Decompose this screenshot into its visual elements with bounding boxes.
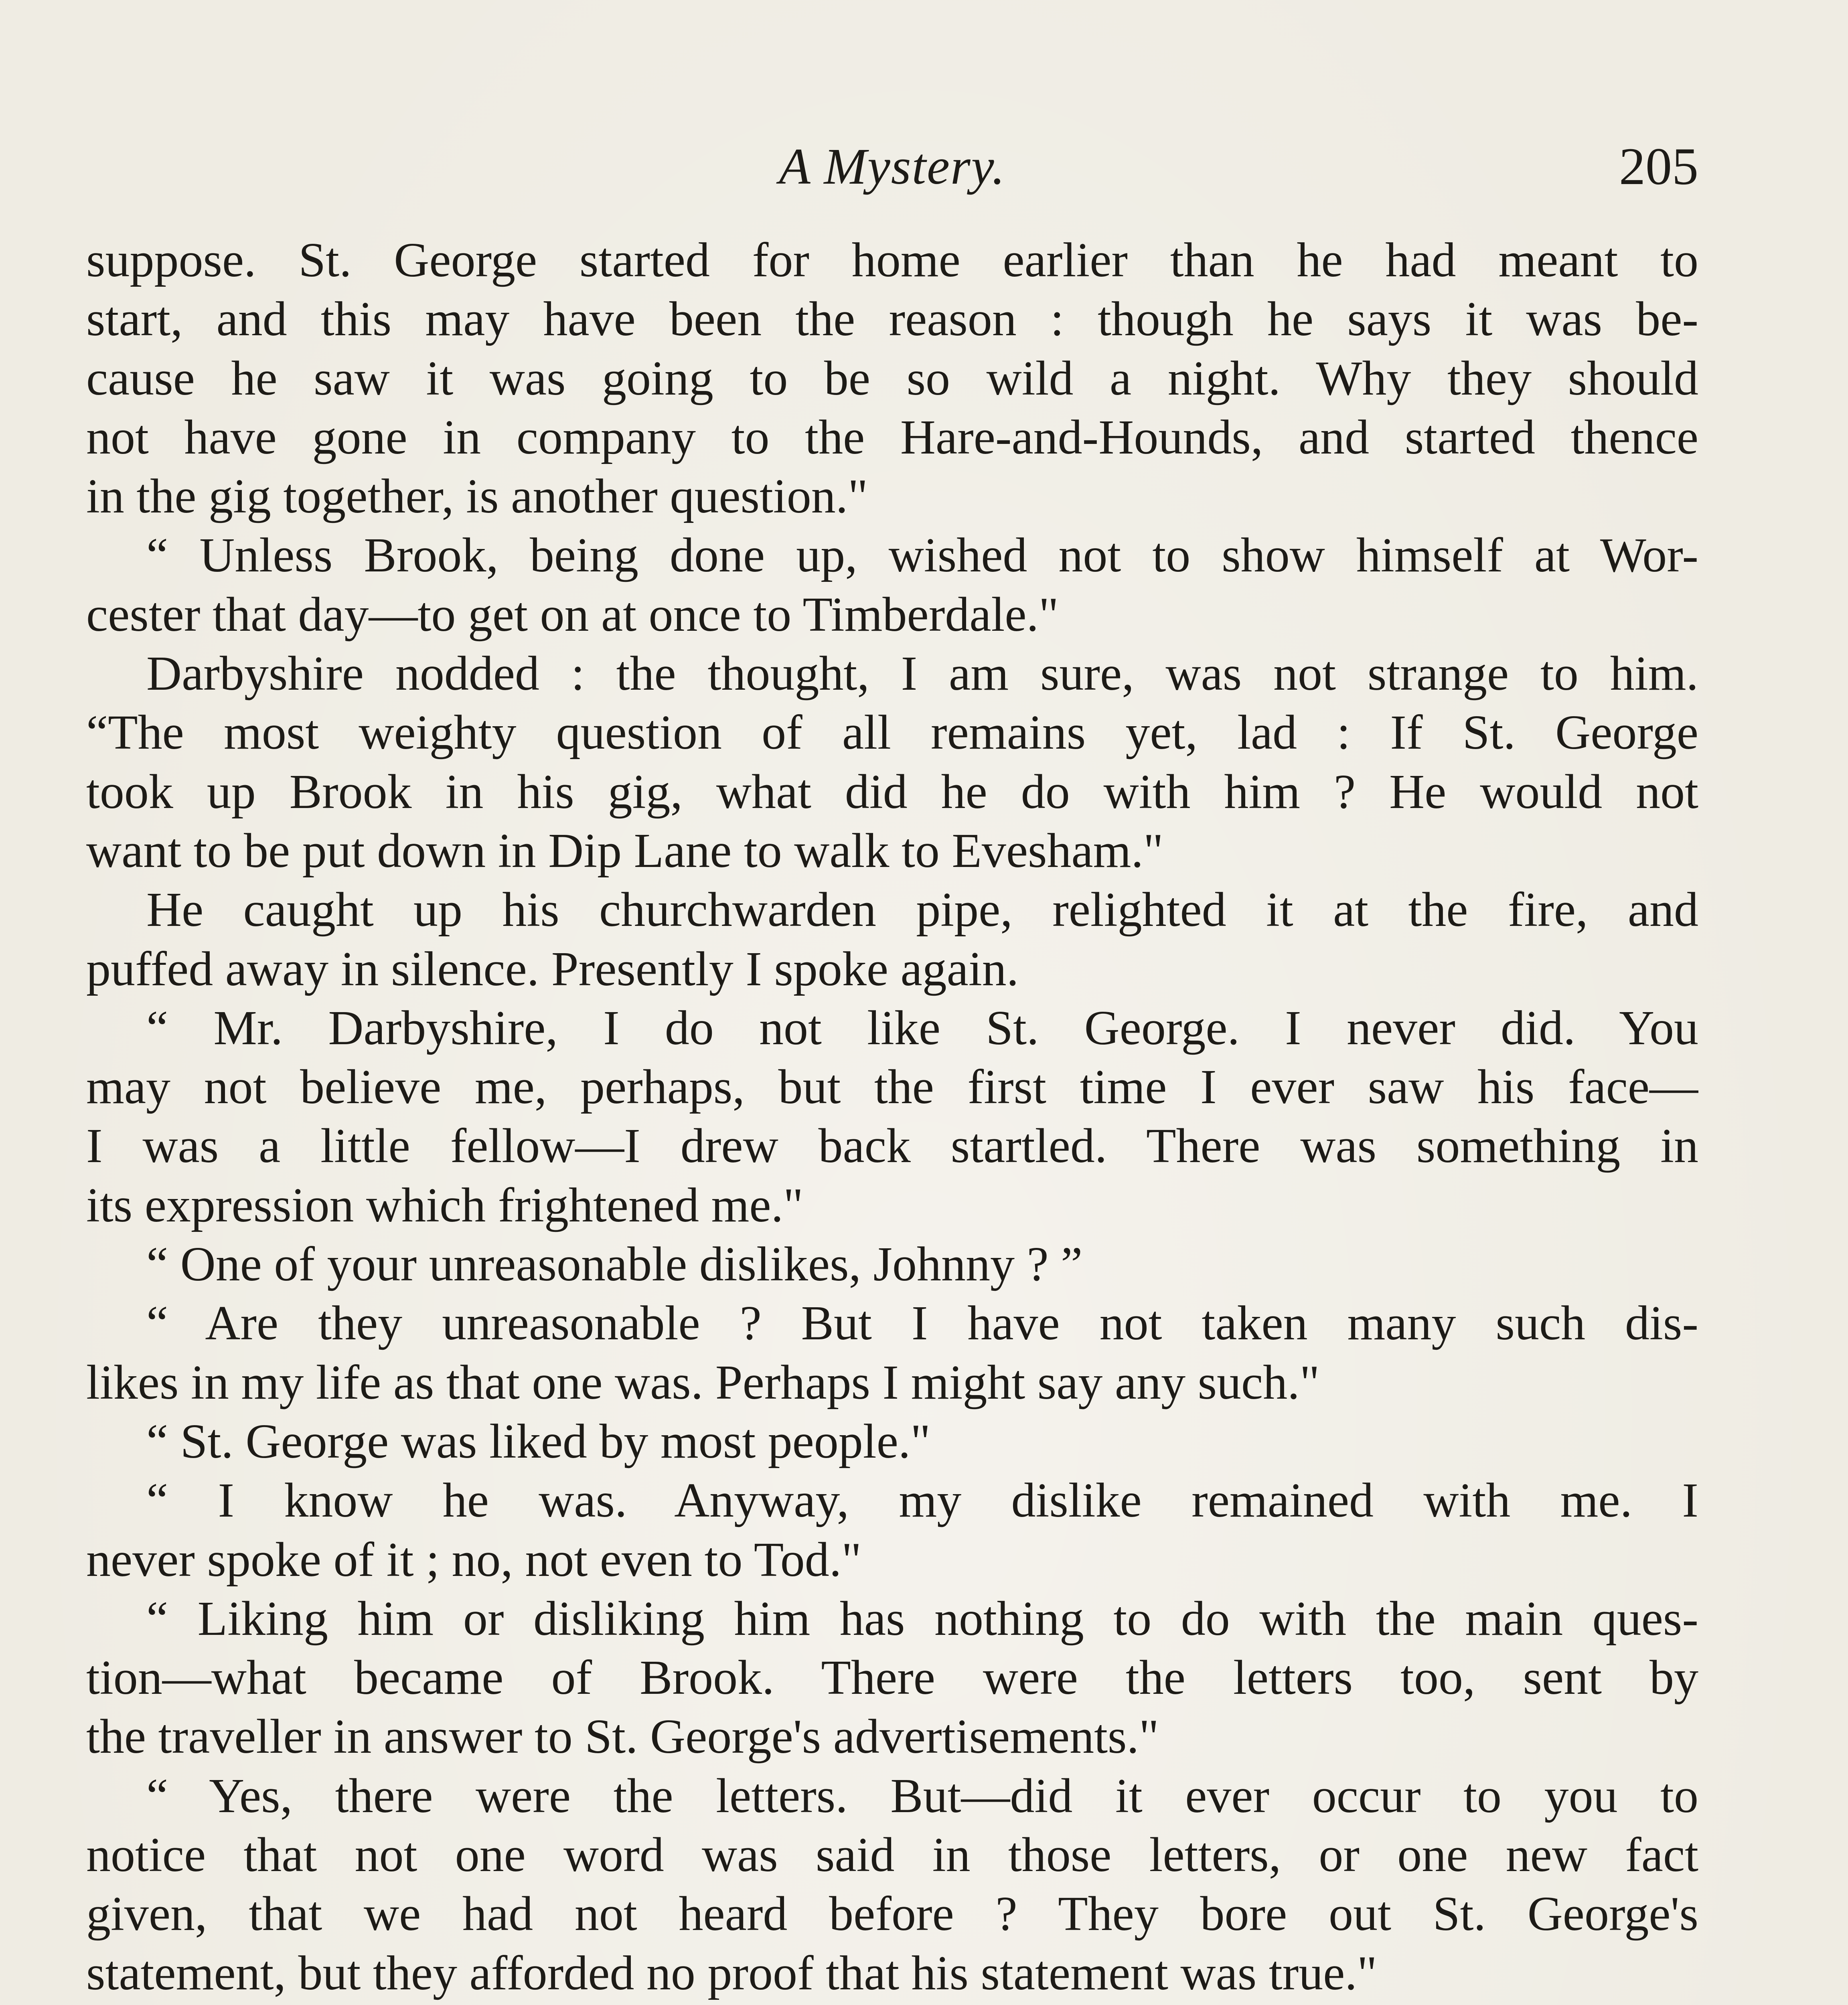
text-line: may not believe me, perhaps, but the first time I ever saw his face— xyxy=(86,1060,1698,1114)
text-line: statement, but they afforded no proof that his statement was true." xyxy=(86,1946,1377,2000)
text-line: I was a little fellow—I drew back startled. There was something in xyxy=(86,1119,1698,1173)
text-line: took up Brook in his gig, what did he do with him ? He would not xyxy=(86,764,1698,819)
running-title: A Mystery. xyxy=(779,138,1006,195)
text-line: notice that not one word was said in those letters, or one new fact xyxy=(86,1828,1698,1882)
text-line: Darbyshire nodded : the thought, I am sure, was not strange to him. xyxy=(146,646,1698,701)
text-line: He caught up his churchwarden pipe, relighted it at the fire, and xyxy=(146,883,1698,937)
text-line: “ I know he was. Anyway, my dislike remained with me. I xyxy=(146,1473,1698,1528)
text-line: “ Unless Brook, being done up, wished not to show himself at Wor- xyxy=(146,528,1698,583)
page-header xyxy=(86,132,1698,200)
text-line: not have gone in company to the Hare-and-Hounds, and started thence xyxy=(86,410,1698,464)
text-line: never spoke of it ; no, not even to Tod." xyxy=(86,1532,862,1587)
text-line: “ One of your unreasonable dislikes, Johnny ? ” xyxy=(146,1237,1083,1292)
text-line: suppose. St. George started for home earlier than he had meant to xyxy=(86,233,1698,287)
text-line: “ Are they unreasonable ? But I have not taken many such dis- xyxy=(146,1296,1698,1351)
text-line: given, that we had not heard before ? They bore out St. George's xyxy=(86,1887,1698,1941)
text-line: the traveller in answer to St. George's advertisements." xyxy=(86,1709,1159,1764)
text-line: “The most weighty question of all remains yet, lad : If St. George xyxy=(86,705,1698,760)
text-line xyxy=(86,2003,1698,2005)
text-line: cause he saw it was going to be so wild a night. Why they should xyxy=(86,351,1698,405)
text-line: “ Liking him or disliking him has nothing to do with the main ques- xyxy=(146,1591,1698,1646)
text-line: in the gig together, is another question." xyxy=(86,469,868,524)
text-line: tion—what became of Brook. There were the letters too, sent by xyxy=(86,1651,1698,1705)
text-line: puffed away in silence. Presently I spoke again. xyxy=(86,942,1019,996)
text-line: likes in my life as that one was. Perhaps I might say any such." xyxy=(86,1355,1320,1410)
text-line: its expression which frightened me." xyxy=(86,1178,803,1232)
text-line: start, and this may have been the reason : though he says it was be- xyxy=(86,292,1698,346)
text-line: “ St. George was liked by most people." xyxy=(146,1414,931,1468)
text-line: “ Mr. Darbyshire, I do not like St. George. I never did. You xyxy=(146,1000,1698,1055)
text-line: cester that day—to get on at once to Timberdale." xyxy=(86,587,1059,642)
page-number: 205 xyxy=(1619,137,1698,196)
text-line: want to be put down in Dip Lane to walk to Evesham." xyxy=(86,823,1163,878)
text-line: “ Yes, there were the letters. But—did it ever occur to you to xyxy=(146,1768,1698,1823)
body-text xyxy=(86,231,1698,2005)
